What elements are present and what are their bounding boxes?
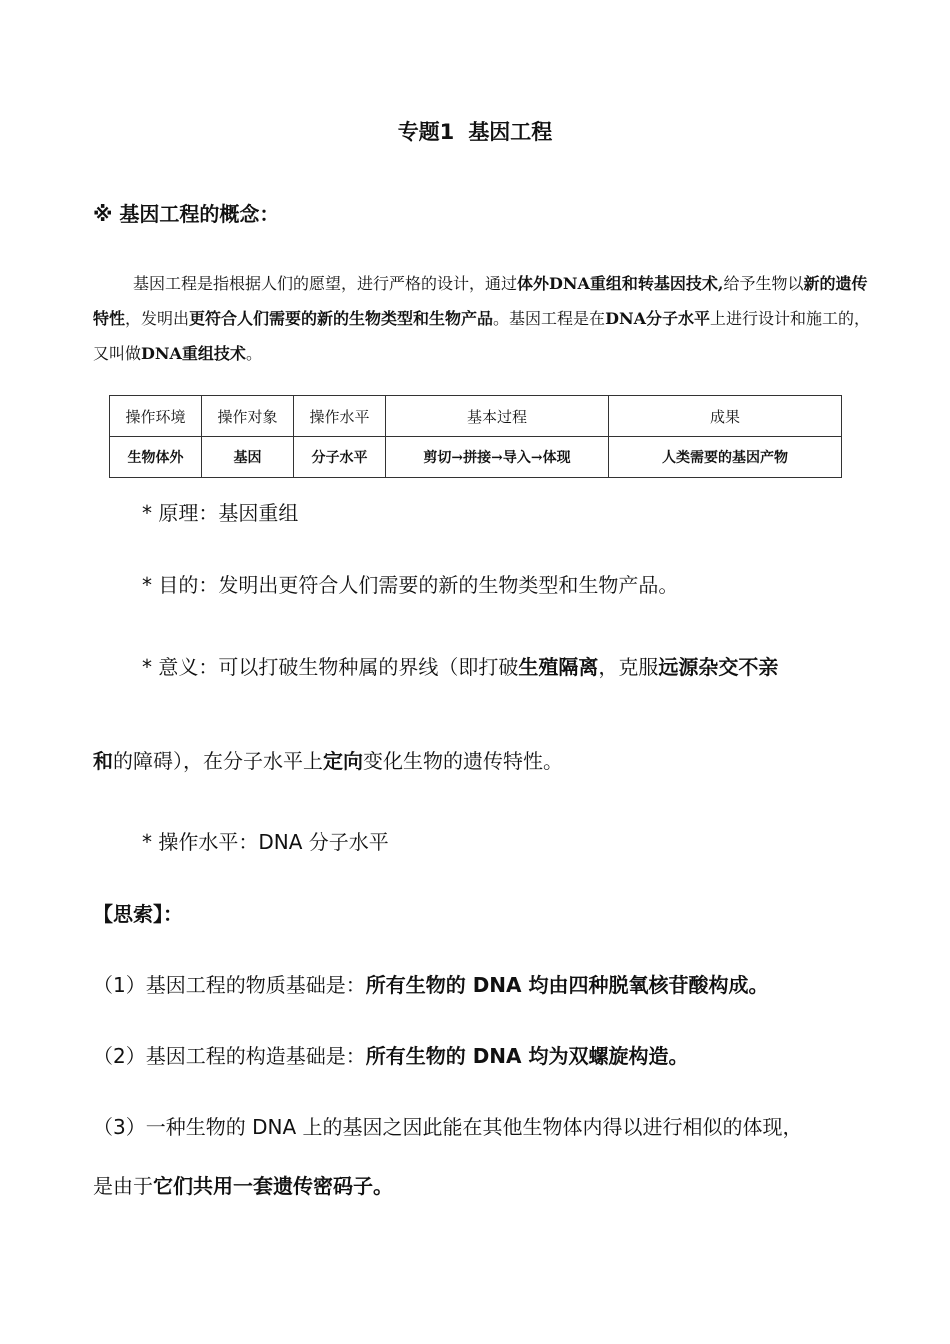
level-line: * 操作水平：DNA 分子水平: [142, 830, 389, 854]
text-run: ，发明出: [125, 309, 190, 328]
table-header-cell: 操作对象: [202, 396, 294, 437]
table-row: [110, 437, 842, 478]
significance-continued: [93, 745, 563, 774]
text-run: * 意义：可以打破生物种属的界线（即打破: [142, 655, 519, 679]
concept-paragraph: [93, 266, 873, 371]
concept-heading: ※ 基因工程的概念：: [93, 202, 280, 226]
bold-text-run: 体外DNA重组和转基因技术,: [517, 274, 724, 293]
text-run: （1）基因工程的物质基础是：: [93, 973, 366, 997]
table-cell: 剪切→拼接→导入→体现: [386, 437, 609, 478]
text-run: 。基因工程是在: [493, 309, 606, 328]
table-cell: 分子水平: [294, 437, 386, 478]
text-run: 。: [245, 344, 262, 363]
table-cell: 生物体外: [110, 437, 202, 478]
text-run: （2）基因工程的构造基础是：: [93, 1044, 366, 1068]
text-run: ，克服: [598, 655, 659, 679]
process-table: [109, 395, 842, 478]
text-run: 变化生物的遗传特性。: [363, 749, 563, 773]
table-header-cell: 操作环境: [110, 396, 202, 437]
table-cell: 基因: [202, 437, 294, 478]
principle-line: * 原理：基因重组: [142, 501, 299, 525]
bold-text-run: 生殖隔离: [518, 655, 599, 679]
bold-text-run: DNA分子水平: [605, 309, 710, 328]
question-2: [93, 1040, 688, 1069]
text-run: 基因工程是指根据人们的愿望，进行严格的设计，通过: [133, 274, 518, 293]
bold-text-run: 所有生物的 DNA 均为双螺旋构造。: [365, 1044, 689, 1068]
question-3-continued: [93, 1170, 393, 1199]
question-1: [93, 969, 768, 998]
table-header-cell: 基本过程: [386, 396, 609, 437]
table-cell: 人类需要的基因产物: [609, 437, 842, 478]
table-header-row: [110, 396, 842, 437]
table-header-cell: 操作水平: [294, 396, 386, 437]
question-3: （3）一种生物的 DNA 上的基因之因此能在其他生物体内得以进行相似的体现，: [93, 1115, 803, 1139]
text-run: 是由于: [93, 1174, 153, 1198]
text-run: 的障碍），在分子水平上: [113, 749, 323, 773]
purpose-line: * 目的：发明出更符合人们需要的新的生物类型和生物产品。: [142, 573, 679, 597]
bold-text-run: 新的遗传特性: [93, 274, 868, 328]
bold-text-run: 它们共用一套遗传密码子。: [153, 1174, 393, 1198]
bold-text-run: 更符合人们需要的新的生物类型和生物产品: [189, 309, 494, 328]
text-run: 给予生物以: [723, 274, 804, 293]
significance-line: [142, 651, 778, 680]
bold-text-run: 定向: [323, 749, 363, 773]
bold-text-run: 远源杂交不亲: [658, 655, 779, 679]
title-part2: 基因工程: [468, 120, 553, 144]
think-heading: 【思索】：: [93, 902, 183, 926]
bold-text-run: 和: [93, 749, 113, 773]
text-run: 上进行设计和施工的，又叫做: [93, 309, 870, 363]
bold-text-run: DNA重组技术: [141, 344, 246, 363]
title-part1: 专题1: [397, 120, 455, 144]
table-header-cell: 成果: [609, 396, 842, 437]
bold-text-run: 所有生物的 DNA 均由四种脱氧核苷酸构成。: [365, 973, 769, 997]
page-title: [0, 116, 950, 146]
